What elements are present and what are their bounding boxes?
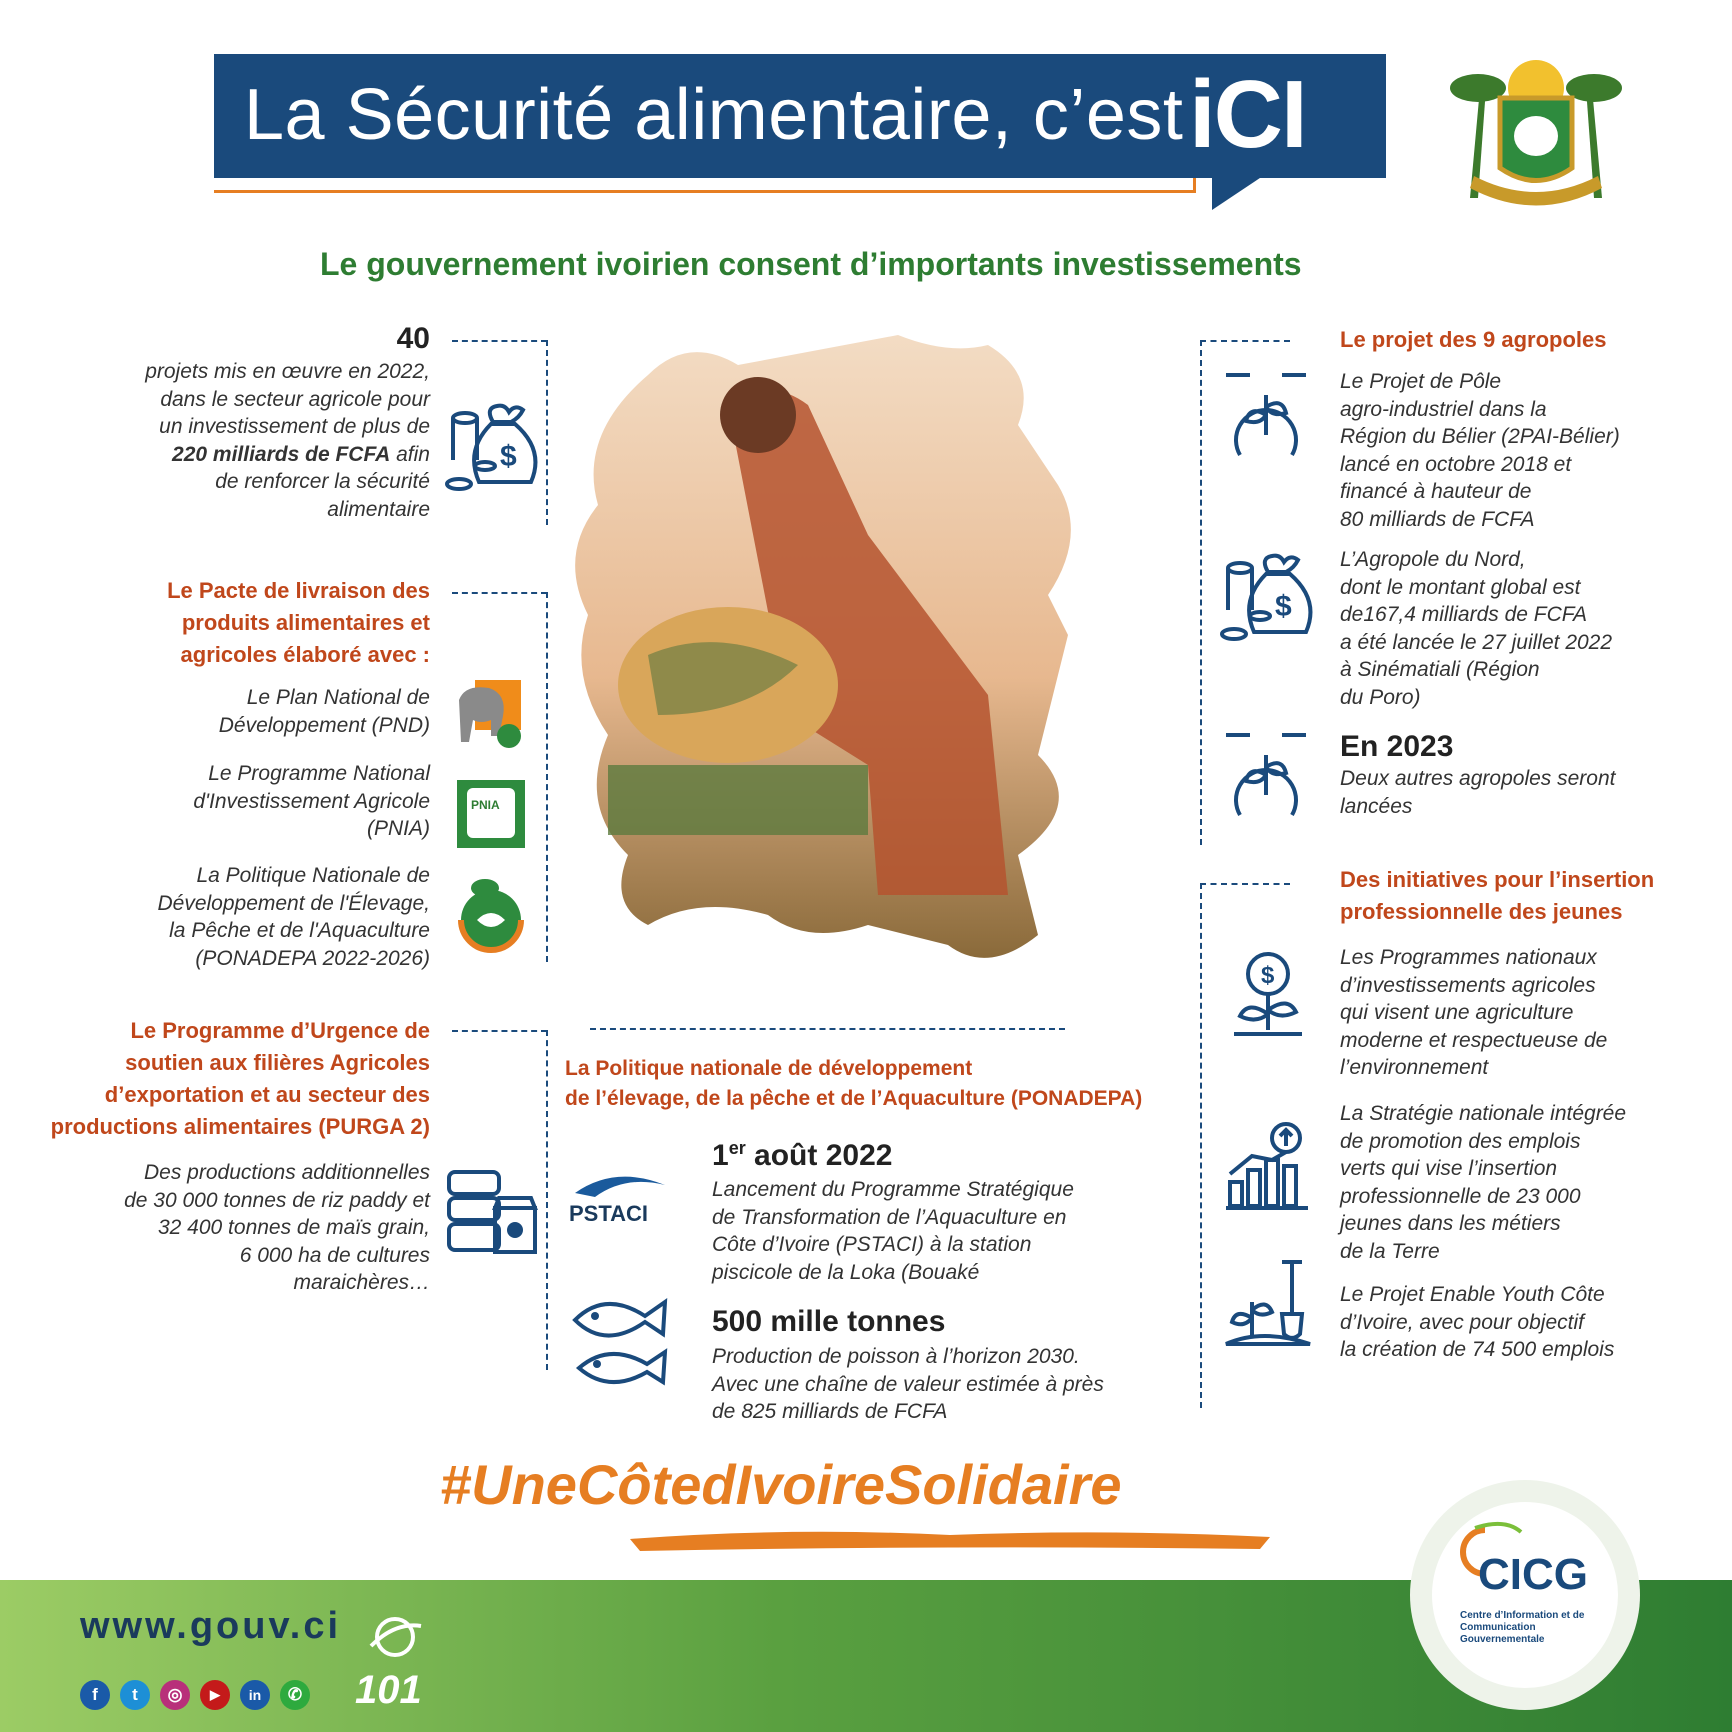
text-line: la Pêche et de l'Aquaculture [169, 919, 430, 942]
agropoles-title: Le projet des 9 agropoles [1340, 327, 1607, 352]
text-line: Deux autres agropoles seront [1340, 767, 1616, 790]
text-line: Des productions additionnelles [143, 1161, 430, 1184]
title-line: soutien aux filières Agricoles [125, 1050, 430, 1075]
connector [1200, 883, 1290, 885]
connector [452, 592, 547, 594]
agro-belier-text [1340, 368, 1720, 533]
text-line [60, 441, 430, 469]
text-line: Le Programme National [208, 762, 430, 785]
text-line: du Poro) [1340, 685, 1421, 709]
youtube-icon[interactable]: ▶ [200, 1680, 230, 1710]
text-line: 80 milliards de FCFA [1340, 507, 1535, 531]
text-line: (PONADEPA 2022-2026) [195, 946, 430, 970]
text-line: jeunes dans les métiers [1340, 1212, 1561, 1235]
fish-wave-icon [565, 1165, 675, 1205]
ponadepa-logo-icon [455, 876, 527, 956]
sacks-icon [445, 1168, 540, 1258]
subtitle: Le gouvernement ivoirien consent d’importants investissements [320, 246, 1302, 282]
text-line: Avec une chaîne de valeur estimée à près [712, 1372, 1104, 1396]
text-line: La Politique Nationale de [196, 864, 430, 887]
connector [1200, 883, 1202, 1408]
text-line: l’environnement [1340, 1056, 1489, 1079]
text-line: Lancement du Programme Stratégique [712, 1178, 1074, 1201]
brush-stroke [630, 1525, 1270, 1553]
strategie-text [1340, 1100, 1732, 1265]
text-line: verts qui vise l’insertion [1340, 1157, 1558, 1180]
text-line: lancées [1340, 794, 1413, 818]
whatsapp-icon[interactable]: ✆ [280, 1680, 310, 1710]
pnd-logo-icon [455, 680, 525, 750]
text-line: alimentaire [327, 497, 430, 521]
instagram-icon[interactable]: ◎ [160, 1680, 190, 1710]
cicg-logo-text: CICG [1478, 1550, 1588, 1599]
money-bag-icon [1220, 550, 1320, 646]
agro-gear-icon [1220, 725, 1312, 825]
title-line: professionnelle des jeunes [1340, 899, 1623, 924]
pstaci-text [712, 1176, 1192, 1286]
text-line: Le Projet de Pôle [1340, 370, 1502, 393]
projects-text [60, 358, 430, 523]
text-line: d’Ivoire, avec pour objectif [1340, 1310, 1584, 1334]
text-line: Les Programmes nationaux [1340, 946, 1597, 969]
connector [590, 1028, 1065, 1030]
date-number: 1 [712, 1139, 729, 1172]
text-line: lancé en octobre 2018 et [1340, 452, 1572, 476]
page-title-ici: iCI [1189, 61, 1306, 168]
connector [546, 340, 548, 525]
text-line: Côte d’Ivoire (PSTACI) à la station [712, 1233, 1032, 1256]
money-bag-icon [445, 400, 545, 496]
hashtag: #UneCôtedIvoireSolidaire [440, 1453, 1122, 1516]
pacte-title [100, 575, 430, 671]
text-line: Région du Bélier (2PAI-Bélier) [1340, 425, 1620, 448]
title-line: de l’élevage, de la pêche et de l’Aquaculture (PONADEPA) [565, 1087, 1143, 1110]
text-line: d’investissements agricoles [1340, 973, 1596, 997]
agro-gear-icon [1220, 365, 1312, 465]
jeunes-title [1340, 864, 1720, 928]
text-line: maraichères… [293, 1271, 430, 1294]
agro-2023-text [1340, 765, 1720, 820]
text-line: de 30 000 tonnes de riz paddy et [124, 1188, 430, 1212]
svg-text:$: $ [500, 440, 517, 473]
title-line: d’exportation et au secteur des [104, 1082, 430, 1107]
enable-youth-text [1340, 1281, 1720, 1364]
connector [452, 1030, 547, 1032]
banner-underline-tick [1193, 178, 1196, 192]
purga-title [40, 1015, 430, 1143]
center-title [565, 1054, 1205, 1114]
header-banner [214, 54, 1386, 178]
text-line: L’Agropole du Nord, [1340, 548, 1526, 571]
money-plant-icon [1228, 950, 1308, 1050]
text-line: (PNIA) [367, 817, 430, 840]
title-line: La Politique nationale de développement [565, 1057, 973, 1080]
text-line: de 825 milliards de FCFA [712, 1400, 948, 1423]
facebook-icon[interactable]: f [80, 1680, 110, 1710]
coat-of-arms-icon [1440, 48, 1632, 208]
fish-text [712, 1343, 1192, 1426]
pstaci-label: PSTACI [569, 1201, 649, 1226]
text-line: moderne et respectueuse de [1340, 1028, 1608, 1052]
phone-globe-icon [365, 1612, 425, 1662]
plant-shovel-icon [1222, 1258, 1314, 1350]
pnd-text [90, 684, 430, 739]
year-2023: En 2023 [1340, 730, 1454, 763]
text-line: Développement (PND) [218, 713, 430, 737]
text-line: Développement de l'Élevage, [157, 891, 430, 915]
projects-count: 40 [396, 322, 430, 355]
text-line: agro-industriel dans la [1340, 397, 1547, 421]
banner-underline [214, 190, 1196, 193]
text-line: financé à hauteur de [1340, 480, 1532, 503]
fish-icon [565, 1290, 675, 1390]
text-line: de Transformation de l’Aquaculture en [712, 1205, 1067, 1229]
text-line: piscicole de la Loka (Bouaké [712, 1260, 980, 1284]
hotline-number: 101 [355, 1668, 422, 1712]
text-line: qui visent une agriculture [1340, 1001, 1574, 1024]
text-line: 6 000 ha de cultures [239, 1243, 430, 1267]
connector [1200, 340, 1202, 845]
date-rest: août 2022 [745, 1139, 893, 1172]
date-sup: er [728, 1138, 746, 1158]
title-line: produits alimentaires et [181, 610, 430, 635]
connector [546, 1030, 548, 1370]
text-line: La Stratégie nationale intégrée [1340, 1102, 1627, 1125]
title-line: productions alimentaires (PURGA 2) [50, 1114, 430, 1139]
text-line: de promotion des emplois [1340, 1129, 1581, 1153]
text-line: professionnelle de 23 000 [1340, 1184, 1581, 1208]
pnia-text [90, 760, 430, 843]
connector [546, 592, 548, 962]
fish-heading: 500 mille tonnes [712, 1305, 946, 1338]
text-line: a été lancée le 27 juillet 2022 [1340, 630, 1613, 654]
agro-nord-text [1340, 546, 1720, 711]
cicg-subtitle: Centre d’Information et de Communication Gouvernementale [1460, 1610, 1585, 1645]
ponadepa-text [90, 862, 430, 972]
programmes-text [1340, 944, 1720, 1082]
text-line: d'Investissement Agricole [193, 789, 430, 813]
text-line: Le Plan National de [246, 686, 430, 709]
title-line: Le Pacte de livraison des [167, 578, 430, 603]
text-line: de la Terre [1340, 1239, 1440, 1263]
connector [452, 340, 547, 342]
svg-text:$: $ [1261, 962, 1275, 989]
text-line: Production de poisson à l’horizon 2030. [712, 1345, 1080, 1368]
text-line: la création de 74 500 emplois [1340, 1338, 1615, 1361]
text-line: dans le secteur agricole pour [160, 387, 430, 411]
connector [1200, 340, 1290, 342]
linkedin-icon[interactable]: in [240, 1680, 270, 1710]
farmer-photo [568, 335, 1168, 975]
text-span: afin [390, 442, 430, 466]
text-line: un investissement de plus de [159, 415, 430, 438]
twitter-icon[interactable]: t [120, 1680, 150, 1710]
text-line: dont le montant global est [1340, 575, 1581, 599]
text-line: de167,4 milliards de FCFA [1340, 603, 1588, 626]
purga-text [40, 1159, 430, 1297]
text-line: 32 400 tonnes de maïs grain, [157, 1216, 430, 1239]
gov-url-link[interactable]: www.gouv.ci [80, 1605, 342, 1647]
text-line: à Sinématiali (Région [1340, 658, 1540, 681]
pstaci-logo [565, 1165, 675, 1235]
page-title: La Sécurité alimentaire, c’est [244, 75, 1184, 155]
text-line: de renforcer la sécurité [215, 470, 430, 493]
pnia-logo [457, 780, 525, 848]
date-heading [712, 1138, 892, 1173]
pnia-logo-label: PNIA [471, 798, 500, 812]
title-line: agricoles élaboré avec : [180, 642, 430, 667]
growth-chart-icon [1222, 1120, 1312, 1212]
title-line: Le Programme d’Urgence de [130, 1018, 430, 1043]
title-line: Des initiatives pour l’insertion [1340, 867, 1655, 892]
text-line: Le Projet Enable Youth Côte [1340, 1283, 1605, 1306]
text-line: projets mis en œuvre en 2022, [145, 360, 430, 383]
banner-tail [1212, 170, 1272, 210]
amount-bold: 220 milliards de FCFA [172, 442, 391, 466]
svg-text:$: $ [1275, 590, 1292, 623]
